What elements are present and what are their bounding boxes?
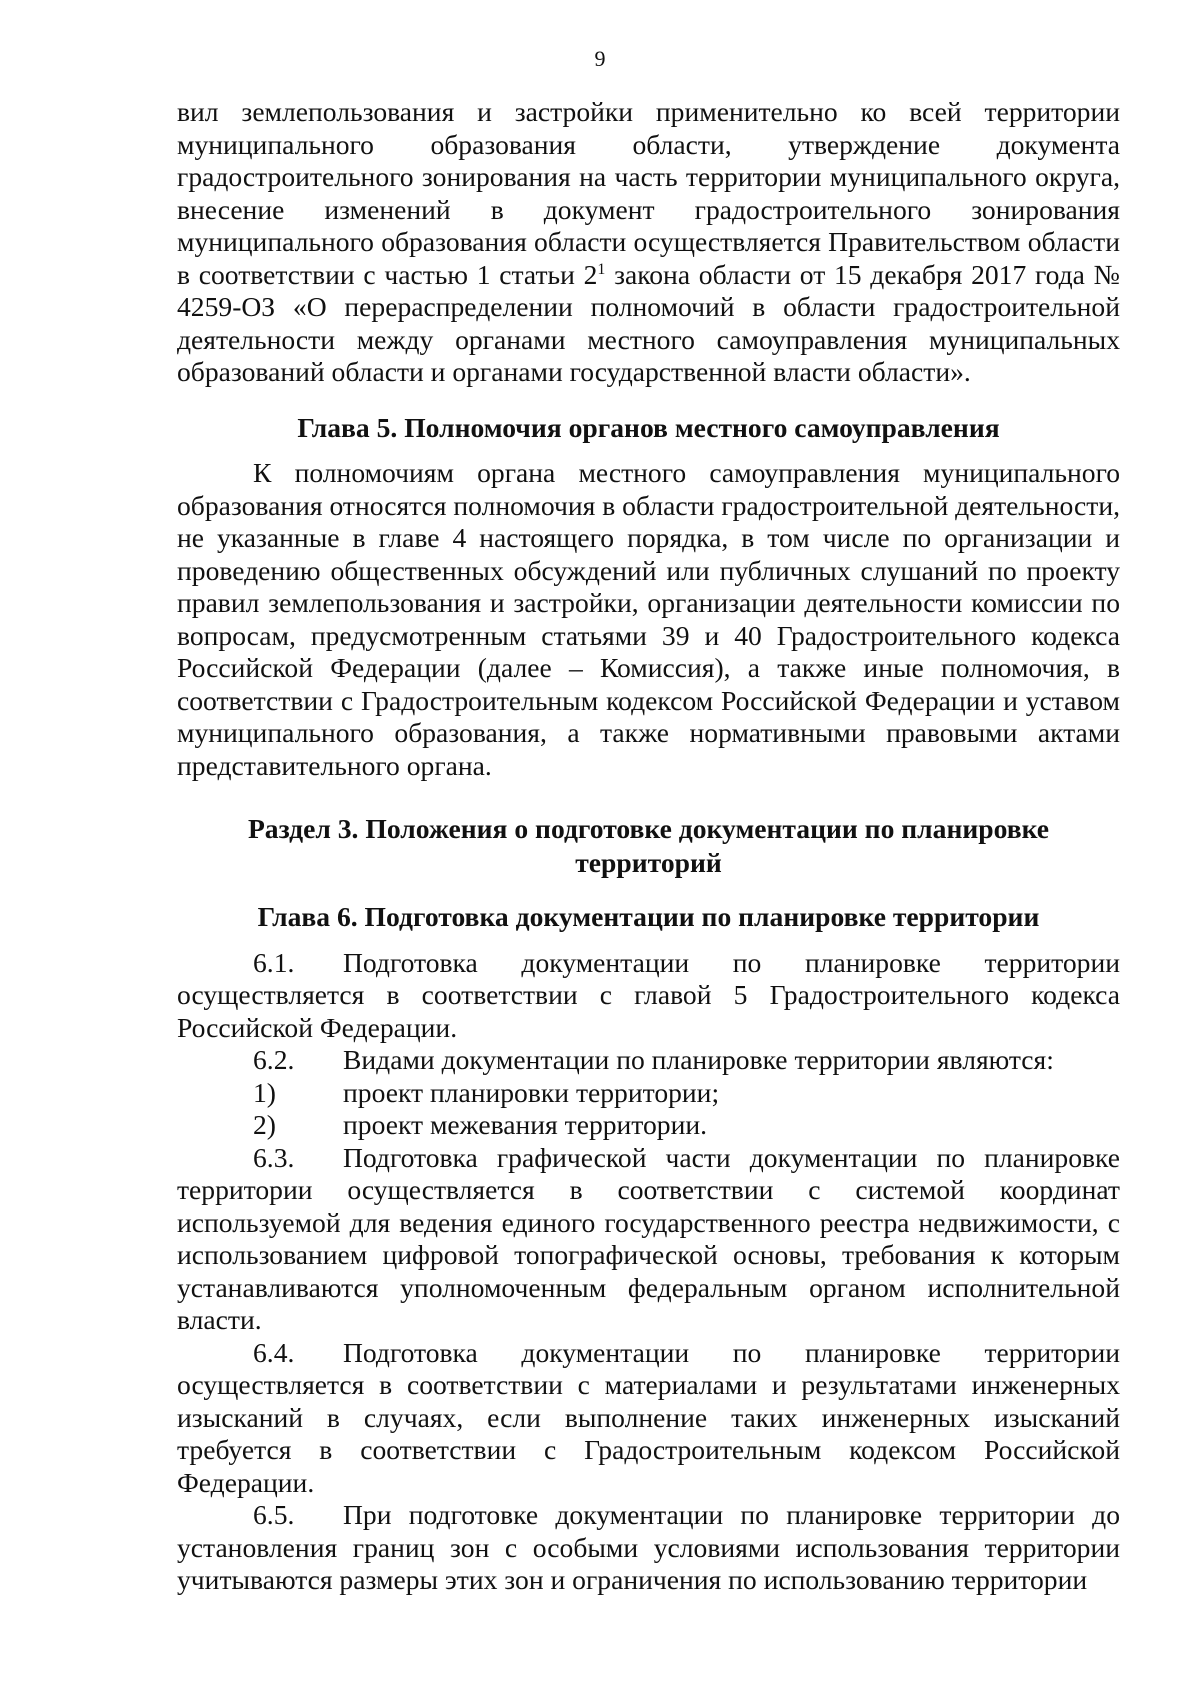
intro-text-after: закона области от 15 декабря 2017 года № 4259-ОЗ «О перераспределении полномочий в области градостроительной деятельности между органами местного самоуправления муниципальных образований области и органами государственной власти области». xyxy=(177,258,1120,387)
clause-number: 6.3. xyxy=(253,1141,295,1173)
clause-text: При подготовке документации по планировке территории до установления границ зон с особыми условиями использования территории учитываются размеры этих зон и ограничения по использованию территории xyxy=(177,1499,1120,1595)
chapter-5-paragraph: К полномочиям органа местного самоуправления муниципального образования относятся полномочия в области градостроительной деятельности, не указанные в главе 4 настоящего порядка, в том числе по организации и проведению общественных обсуждений или публичных слушаний по проекту правил землепользования и застройки, организации деятельности комиссии по вопросам, предусмотренным статьями 39 и 40 Градостроительного кодекса Российской Федерации (далее – Комиссия), а также иные полномочия, в соответствии с Градостроительным кодексом Российской Федерации и уставом муниципального образования, а также нормативными правовыми актами представительного органа. xyxy=(177,457,1120,781)
clause-number: 6.4. xyxy=(253,1336,295,1368)
chapter-5-heading: Глава 5. Полномочия органов местного самоуправления xyxy=(297,411,1000,443)
superscript-1: 1 xyxy=(597,260,606,278)
list-item-text: проект межевания территории. xyxy=(343,1109,708,1140)
list-item-number: 2) xyxy=(253,1109,276,1140)
intro-paragraph xyxy=(177,96,1120,389)
clause-6-2 xyxy=(177,1044,1120,1077)
intro-text-before: вил землепользования и застройки применительно ко всей территории муниципального образования области, утверждение документа градостроительного зонирования на часть территории муниципального округа, внесение изменений в документ градостроительного зонирования муниципального образования области осуществляется Правительством области в соответствии с частью 1 статьи 2 xyxy=(177,96,1120,290)
clause-number: 6.1. xyxy=(253,946,295,978)
clause-number: 6.5. xyxy=(253,1499,295,1530)
clause-6-1 xyxy=(177,947,1120,1045)
list-item-number: 1) xyxy=(253,1076,276,1108)
clause-6-4 xyxy=(177,1337,1120,1500)
page-number: 9 xyxy=(594,46,606,71)
chapter-6-heading: Глава 6. Подготовка документации по планировке территории xyxy=(257,901,1040,932)
section-3-heading: Раздел 3. Положения о подготовке документации по планировке территорий xyxy=(247,813,1050,878)
clause-text: Подготовка документации по планировке территории осуществляется в соответствии с материалами и результатами инженерных изысканий в случаях, если выполнение таких инженерных изысканий требуется в соответствии с Градостроительным кодексом Российской Федерации. xyxy=(177,1336,1120,1498)
clause-text: Подготовка графической части документации по планировке территории осуществляется в соответствии с системой координат используемой для ведения единого государственного реестра недвижимости, с использованием цифровой топографической основы, требования к которым устанавливаются уполномоченным федеральным органом исполнительной власти. xyxy=(177,1141,1120,1335)
clause-text: Подготовка документации по планировке территории осуществляется в соответствии с главой 5 Градостроительного кодекса Российской Федерации. xyxy=(177,946,1120,1043)
list-item-2 xyxy=(177,1109,1120,1142)
clause-text: Видами документации по планировке территории являются: xyxy=(343,1044,1054,1075)
list-item-text: проект планировки территории; xyxy=(343,1076,720,1108)
clause-6-5 xyxy=(177,1499,1120,1597)
clause-number: 6.2. xyxy=(253,1044,295,1075)
clause-6-3 xyxy=(177,1142,1120,1337)
list-item-1 xyxy=(177,1077,1120,1110)
document-body xyxy=(177,96,1120,1597)
